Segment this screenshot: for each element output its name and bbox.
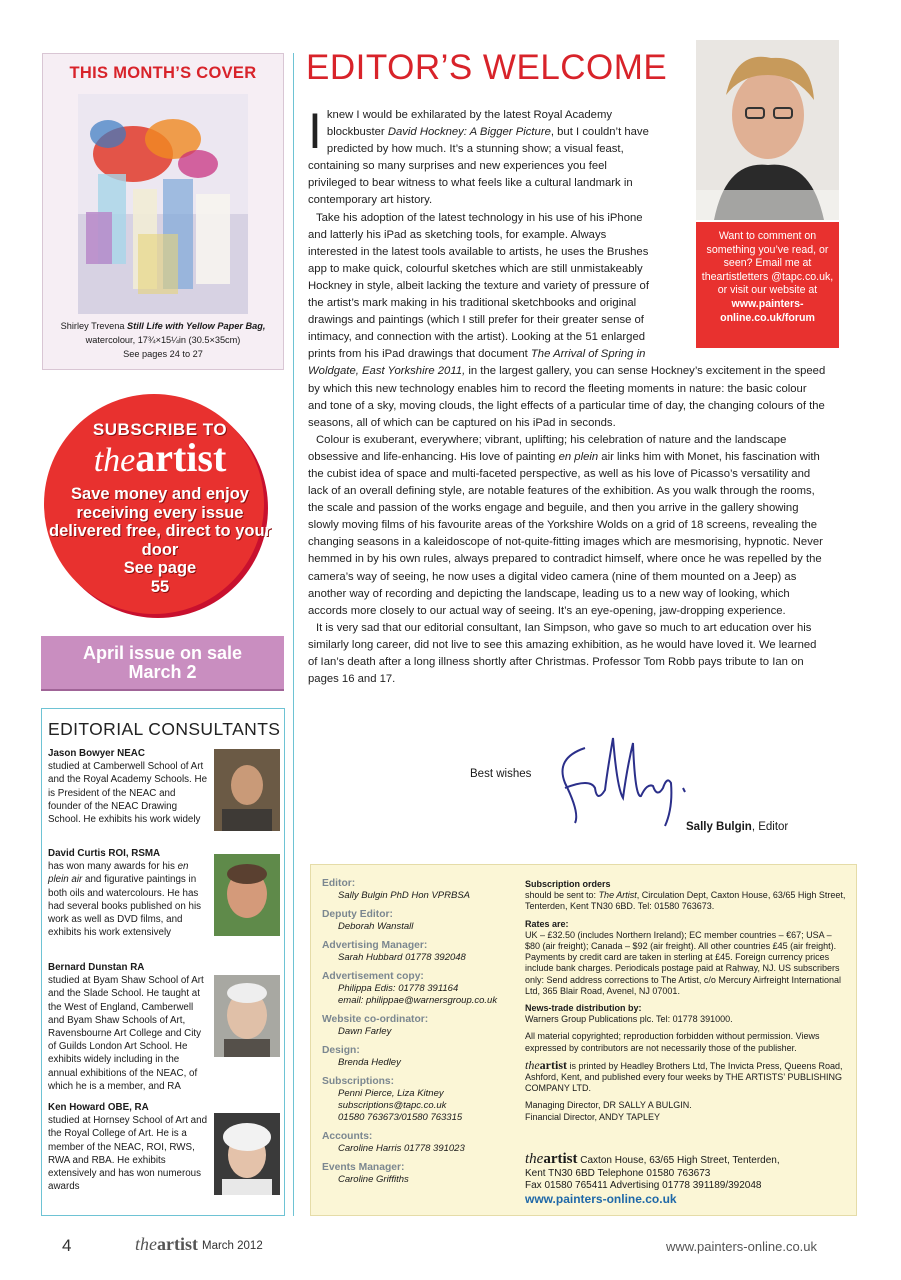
staff-list [322, 877, 522, 1192]
article-paragraph: Colour is exuberant, everywhere; vibrant, uplifting; his celebration of nature and the landscape obsessive and life-enhancing. His love of painting en plein air links him with Monet, his fascination with the cubist idea of space and multi-faceted perspective, as well as his love of Picasso’s versatility and lack of an overall defining style, are notable features of the exhibition. As you walk through the rooms, the scale and passion of the works engage and beguile, and then you arrive in the gallery showing slowly moving films of his favourite areas of the Yorkshire Wolds on a grid of 18 screens, revealing the changing seasons in a kaleidoscope of not-quite-fitting images which are mesmorising, hypnotic. Never hemmed in by his own rules, always prepared to contradict himself, where once he was repelled by the camera’s way of seeing, he now uses a digital video camera (nine of them mounted on a Jeep) as another way of recording and depicting the landscape, leading us to a new way of looking, which accords more closely to our actual way of seeing. It’s an eye-opening, jaw-dropping experience. [308, 433, 823, 617]
cover-caption [47, 319, 279, 361]
signature-icon [545, 728, 705, 828]
issue-line2: March 2 [128, 662, 197, 682]
credit-item: Advertising Manager: Sarah Hubbard 01778 392048 [322, 940, 466, 963]
cover-artist: Shirley Trevena [60, 321, 128, 331]
credit-item: Website co-ordinator: Dawn Farley [322, 1014, 429, 1037]
subscribe-heading: SUBSCRIBE TO [92, 420, 228, 439]
credit-item: Events Manager: Caroline Griffiths [322, 1162, 409, 1185]
consultant-bio: studied at Camberwell School of Art and the Royal Academy Schools. He is President of the NEAC and founder of the NEAC Drawing School. He exhibits his work widely [48, 761, 208, 826]
sign-off: Best wishes [470, 768, 532, 780]
credit-item: Editor: Sally Bulgin PhD Hon VPRBSA [322, 878, 471, 901]
article-paragraph: Take his adoption of the latest technology in his use of his iPhone and latterly his iPad as sketching tools, for example. Always interested in the latest tools available to artists, he uses the Brushes app to make quick, colourful sketches which are still unmistakeably Hockney in style, albeit lacking the texture and variety of pressure of the artist’s mark making in his traditional sketchbooks and original drawings and paintings (which I still prefer for their greater sense of intimacy, and connection with the artist). Looking at the 51 enlarged prints from his iPad drawings that document The Arrival of Spring in Woldgate, East Yorkshire 2011, in the largest gallery, you can sense Hockney’s excitement in the speed by which this new technology enables him to record the fleeting moments in nature: the basic colour and tone of a sky, moving clouds, the light effects of a particular time of day, the changing colours of the seasons, all of which can be captured on his iPad in seconds. [308, 211, 826, 429]
consultant-name: David Curtis ROI, RSMA [48, 848, 161, 859]
consultant-item [48, 747, 210, 826]
credit-item: Design: Brenda Hedley [322, 1045, 401, 1068]
consultant-photo [214, 975, 280, 1057]
article-body [308, 103, 828, 688]
consultant-photo [214, 749, 280, 831]
consultant-photo [214, 1113, 280, 1195]
editor-signature-name: Sally Bulgin, Editor [686, 821, 789, 833]
issue-date: March 2012 [202, 1240, 263, 1252]
page-number: 4 [62, 1236, 72, 1255]
credit-item: Deputy Editor: Deborah Wanstall [322, 909, 414, 932]
consultant-photo [214, 854, 280, 936]
consultant-bio: studied at Hornsey School of Art and the Royal College of Art. He is a member of the NEAC, ROI, RWS, RWA and RBA. He exhibits extensively and has won numerous awards [48, 1115, 208, 1193]
credit-item: Subscriptions: Penni Pierce, Liza Kitney subscriptions@tapc.co.uk 01580 763673/01580 763315 [322, 1076, 463, 1123]
publication-info: Subscription orders should be sent to: The Artist, Circulation Dept, Caxton House, 63/65 High Street, Tenterden, Kent TN30 6BD. Tel: 01580 763673. Rates are: UK – £32.50 (includes Northern Ireland); EC member countries – €67; USA – $80 (air freight); Canada – $92 (air freight). All other countries £45 (air freight). Payments by credit card are taken in sterling at £45. Foreign currency prices include bank charges. Periodicals postage paid at Rahway, NJ. US subscribers only: Send address corrections to The Artist, c/o Mercury Airfreight International Ltd, 365 Blair Road, Avenel, NJ 07001. News-trade distribution by: Warners Group Publications plc. Tel: 01778 391000. All material copyrighted; reproduction forbidden without permission. Views expressed by contributors are not necessarily those of the publisher. theartist is printed by Headley Brothers Ltd, The Invicta Press, Queens Road, Ashford, Kent, and published every four weeks by THE ARTISTS’ PUBLISHING COMPANY LTD. Managing Director, DR SALLY A BULGIN. Financial Director, ANDY TAPLEY [525, 879, 846, 1122]
forum-link[interactable]: www.painters-online.co.uk/forum [720, 297, 815, 324]
drop-cap: I [308, 103, 322, 159]
artist-logo: theartist [525, 1057, 567, 1072]
consultant-name: Bernard Dunstan RA [48, 962, 145, 973]
subscribe-page-number: 55 [150, 577, 170, 596]
consultant-item [48, 1101, 210, 1193]
page-title: EDITOR’S WELCOME [306, 48, 668, 87]
cover-heading: THIS MONTH’S COVER [69, 64, 257, 82]
consultant-item [48, 961, 210, 1093]
credit-item: Advertisement copy: Philippa Edis: 01778 391164 email: philippae@warnersgroup.co.uk [322, 971, 498, 1006]
article-paragraph: It is very sad that our editorial consultant, Ian Simpson, who gave so much to art education over his similarly long career, did not live to see this amazing exhibition, as he would have loved it. We learned of Ian’s death after a long illness shortly after Christmas. Professor Tom Robb pays tribute to Ian on pages 16 and 17. [308, 621, 817, 686]
footer-logo: theartist [135, 1234, 198, 1254]
article-paragraph: knew I would be exhilarated by the latest Royal Academy blockbuster David Hockney: A Bigger Picture, but I couldn’t have predicted by how much. It’s a stunning show; a visual feast, containing so many surprises and new experiences you feel privileged to bear witness to what feels like a cultural landmark in contemporary art history. [308, 109, 649, 207]
subscribe-body: Save money and enjoy receiving every issue delivered free, direct to your door [49, 485, 271, 559]
cover-pages: See pages 24 to 27 [123, 349, 203, 359]
cover-medium: watercolour, 17¾×15¼in (30.5×35cm) [85, 335, 241, 345]
contact-block: theartist Caxton House, 63/65 High Street, Tenterden, Kent TN30 6BD Telephone 01580 763673 Fax 01580 765411 Advertising 01778 391189/392048 www.painters-online.co.uk [525, 1151, 780, 1206]
credits-panel [310, 864, 857, 1216]
subscribe-promo[interactable] [40, 420, 280, 596]
issue-line1: April issue on sale [82, 643, 243, 663]
consultant-bio: studied at Byam Shaw School of Art and the Slade School. He taught at the West of England, Camberwell and Byam Shaw Schools of Art, Ravensbourne Art College and City of Guilds London Art School. He exhibits widely including in the annual exhibitions of the NEAC, of which he is a member, and RA [48, 975, 204, 1092]
column-divider [293, 53, 294, 1216]
footer-url[interactable]: www.painters-online.co.uk [666, 1239, 818, 1254]
subscribe-see-page: See page [123, 559, 197, 577]
consultant-name: Jason Bowyer NEAC [48, 748, 145, 759]
credit-item: Accounts: Caroline Harris 01778 391023 [322, 1131, 465, 1154]
website-link[interactable]: www.painters-online.co.uk [525, 1191, 677, 1206]
subscribe-logo: theartist [93, 435, 227, 480]
editorial-consultants-panel [41, 708, 285, 1216]
consultant-item: David Curtis ROI, RSMA has won many awards for his en plein air and figurative paintings in both oils and watercolours. He has had several books published on his work as well as DVD films, and exhibits his work extensively [48, 848, 202, 939]
issue-on-sale-banner [41, 636, 284, 691]
consultants-heading: EDITORIAL CONSULTANTS [48, 719, 281, 739]
cover-panel [42, 53, 284, 370]
cover-painting-image [78, 94, 248, 314]
consultant-name: Ken Howard OBE, RA [48, 1102, 149, 1113]
comment-text: Want to comment on something you’ve read, or seen? Email me at theartistletters @tapc.co.uk, or visit our website at [701, 230, 834, 297]
cover-painting-title: Still Life with Yellow Paper Bag, [127, 321, 266, 331]
